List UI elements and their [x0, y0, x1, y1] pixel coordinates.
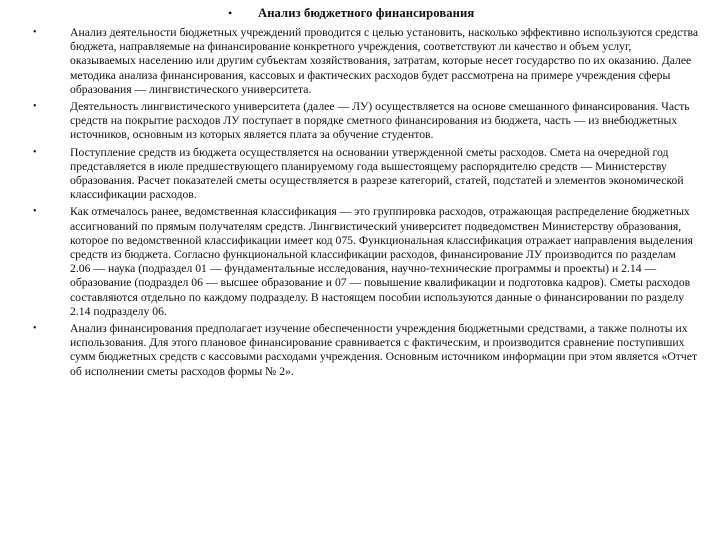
paragraph-text: Анализ финансирования предполагает изучение обеспеченности учреждения бюджетными средствами, а также полноты их использования. Для этого плановое финансирование сравнивается с фактическим, и производится сравнение поступивших сумм бюджетных средств с кассовыми расходами учреждения. Основным источником информации при этом является «Отчет об исполнении сметы расходов формы № 2». — [70, 322, 698, 378]
bullet-icon: • — [33, 27, 37, 38]
list-item — [0, 146, 720, 203]
paragraph-text: Поступление средств из бюджета осуществляется на основании утвержденной сметы расходов. Смета на очередной год представляется в июле предшествующего планируемому года вышестоящему распорядителю средств — Министерству образования. Расчет показателей сметы осуществляется в разрезе категорий, статей, подстатей и элементов экономической классификации расходов. — [70, 145, 684, 202]
list-item — [0, 205, 720, 319]
bullet-icon: • — [33, 323, 37, 335]
bullet-icon: • — [228, 5, 233, 20]
bullet-list — [0, 26, 720, 382]
paragraph-text: Деятельность лингвистического университета (далее — ЛУ) осуществляется на основе смешанного финансирования. Часть средств на покрытие расходов ЛУ поступает в порядке сметного финансирования из бюджета, часть — из внебюджетных источников, основным из которых является плата за обучение студентов. — [70, 100, 690, 142]
bullet-icon: • — [33, 101, 37, 113]
bullet-icon: • — [33, 206, 37, 218]
paragraph-text: Анализ деятельности бюджетных учреждений проводится с целью установить, насколько эффективно используются средства бюджета, направляемые на финансирование конкретного учреждения, соответствуют ли качество и объем услуг, оказываемых населению или другим субъектам хозяйствования, затратам, которые несет государство по их оказанию. Далее методика анализа финансирования, кассовых и фактических расходов будет рассмотрена на примере учреждения сферы образования — лингвистического университета. — [70, 26, 699, 96]
bullet-icon: • — [33, 146, 37, 158]
paragraph-text: Как отмечалось ранее, ведомственная классификация — это группировка расходов, отражающая распределение бюджетных ассигнований по прямым получателям средств. Лингвистический университет подведомствен Министерству образования, которое по ведомственной классификации имеет код 075. Функциональная классификация отражает направления выделения средств из бюджета. Согласно функциональной классификации расходов, финансирование ЛУ производится по разделам 2.06 — наука (подраздел 01 — фундаментальные исследования, научно-технические программы и проекты) и 2.14 — образование (подраздел 06 — высшее образование и 07 — повышение квалификации и подготовка кадров). Сметы расходов составляются отдельно по каждому подразделу. В настоящем пособии используются данные о финансировании по разделу 2.14 подразделу 06. — [70, 205, 693, 318]
list-item — [0, 26, 720, 97]
title-row — [228, 4, 474, 22]
page-title: Анализ бюджетного финансирования — [258, 5, 475, 20]
list-item — [0, 100, 720, 143]
list-item — [0, 322, 720, 379]
